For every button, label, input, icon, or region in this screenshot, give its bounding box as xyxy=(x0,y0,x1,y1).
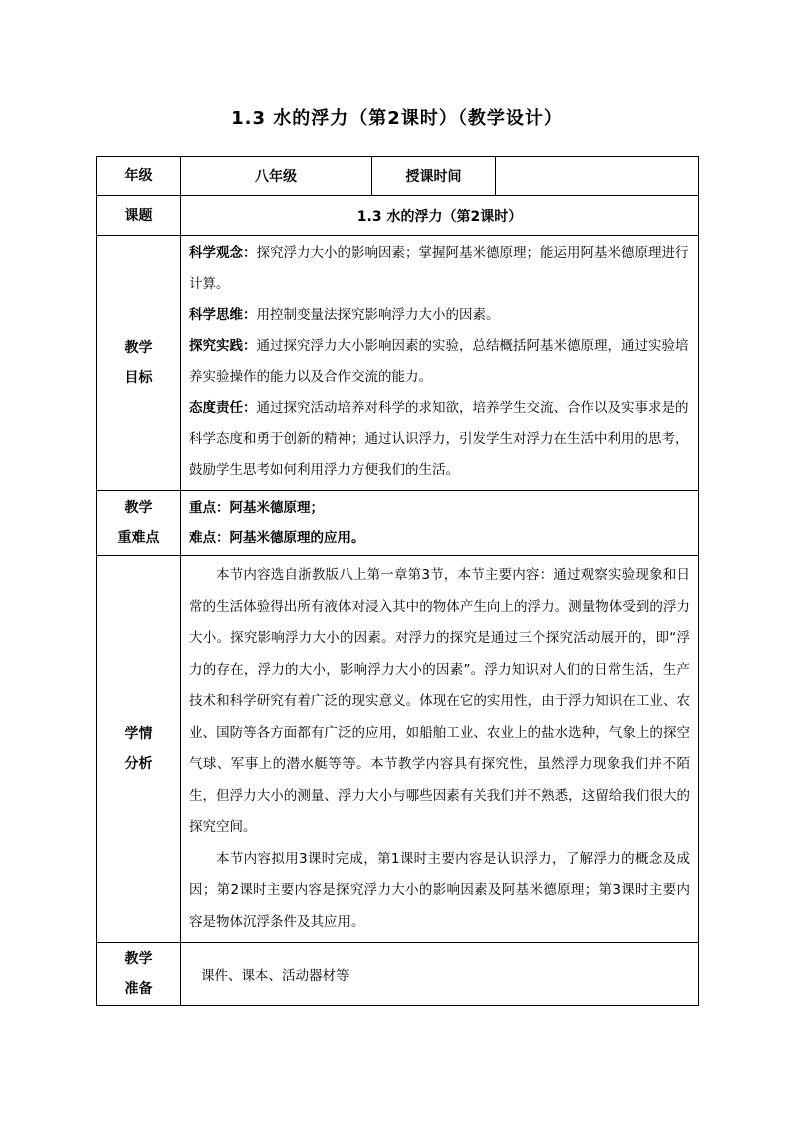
goal-tag: 科学思维： xyxy=(189,307,257,323)
topic-label: 课题 xyxy=(97,196,181,236)
topic-value: 1.3 水的浮力（第2课时） xyxy=(181,196,699,236)
row-topic xyxy=(97,196,699,236)
key-point: 重点：阿基米德原理； xyxy=(189,500,324,516)
keypoints-content xyxy=(181,491,699,556)
analysis-paragraph: 本节内容选自浙教版八上第一章第3节，本节主要内容：通过观察实验现象和日常的生活体验得出所有液体对浸入其中的物体产生向上的浮力。测量物体受到的浮力大小。探究影响浮力大小的因素。对浮力的探究是通过三个探究活动展开的，即“浮力的存在，浮力的大小，影响浮力大小的因素”。浮力知识对人们的日常生活，生产技术和科学研究有着广泛的现实意义。体现在它的实用性，由于浮力知识在工业、农业、国防等各方面都有广泛的应用，如船舶工业、农业上的盐水选种，气象上的探空气球、军事上的潜水艇等等。本节教学内容具有探究性，虽然浮力现象我们并不陌生，但浮力大小的测量、浮力大小与哪些因素有关我们并不熟悉，这留给我们很大的探究空间。 xyxy=(189,567,690,835)
analysis-label xyxy=(97,556,181,943)
row-keypoints xyxy=(97,491,699,556)
analysis-label-line2: 分析 xyxy=(124,756,153,772)
keypoints-label-line2: 重难点 xyxy=(117,530,160,546)
goals-label-line2: 目标 xyxy=(124,370,153,386)
row-prep xyxy=(97,943,699,1006)
goal-text: 通过探究浮力大小影响因素的实验，总结概括阿基米德原理，通过实验培养实验操作的能力以及合作交流的能力。 xyxy=(189,338,689,385)
grade-value: 八年级 xyxy=(181,157,372,196)
goal-tag: 探究实践： xyxy=(189,338,257,354)
page-title: 1.3 水的浮力（第2课时）（教学设计） xyxy=(231,108,563,129)
goal-text: 用控制变量法探究影响浮力大小的因素。 xyxy=(256,307,500,323)
lesson-plan-table xyxy=(96,156,699,1006)
row-analysis xyxy=(97,556,699,943)
goals-label-line1: 教学 xyxy=(124,340,153,356)
analysis-label-line1: 学情 xyxy=(124,726,153,742)
goal-tag: 态度责任： xyxy=(189,400,257,416)
prep-value: 课件、课本、活动器材等 xyxy=(181,943,699,1006)
goal-item xyxy=(189,238,690,300)
goal-text: 通过探究活动培养对科学的求知欲，培养学生交流、合作以及实事求是的科学态度和勇于创新的精神；通过认识浮力，引发学生对浮力在生活中利用的思考，鼓励学生思考如何利用浮力方便我们的生活。 xyxy=(189,400,689,478)
goals-label xyxy=(97,236,181,491)
row-grade xyxy=(97,157,699,196)
prep-label-line2: 准备 xyxy=(124,981,153,997)
goal-text: 探究浮力大小的影响因素；掌握阿基米德原理；能运用阿基米德原理进行计算。 xyxy=(189,245,689,292)
difficult-point: 难点：阿基米德原理的应用。 xyxy=(189,530,365,546)
keypoints-label xyxy=(97,491,181,556)
prep-label xyxy=(97,943,181,1006)
analysis-paragraph: 本节内容拟用3课时完成，第1课时主要内容是认识浮力，了解浮力的概念及成因；第2课时主要内容是探究浮力大小的影响因素及阿基米德原理；第3课时主要内容是物体沉浮条件及其应用。 xyxy=(189,850,690,930)
row-goals xyxy=(97,236,699,491)
goal-item xyxy=(189,393,690,486)
goal-item xyxy=(189,300,690,331)
time-label: 授课时间 xyxy=(372,157,496,196)
grade-label: 年级 xyxy=(97,157,181,196)
keypoints-label-line1: 教学 xyxy=(124,500,153,516)
goal-tag: 科学观念： xyxy=(189,245,257,261)
goals-content xyxy=(181,236,699,491)
goal-item xyxy=(189,331,690,393)
prep-label-line1: 教学 xyxy=(124,951,153,967)
time-value xyxy=(496,157,699,196)
analysis-content xyxy=(181,556,699,943)
